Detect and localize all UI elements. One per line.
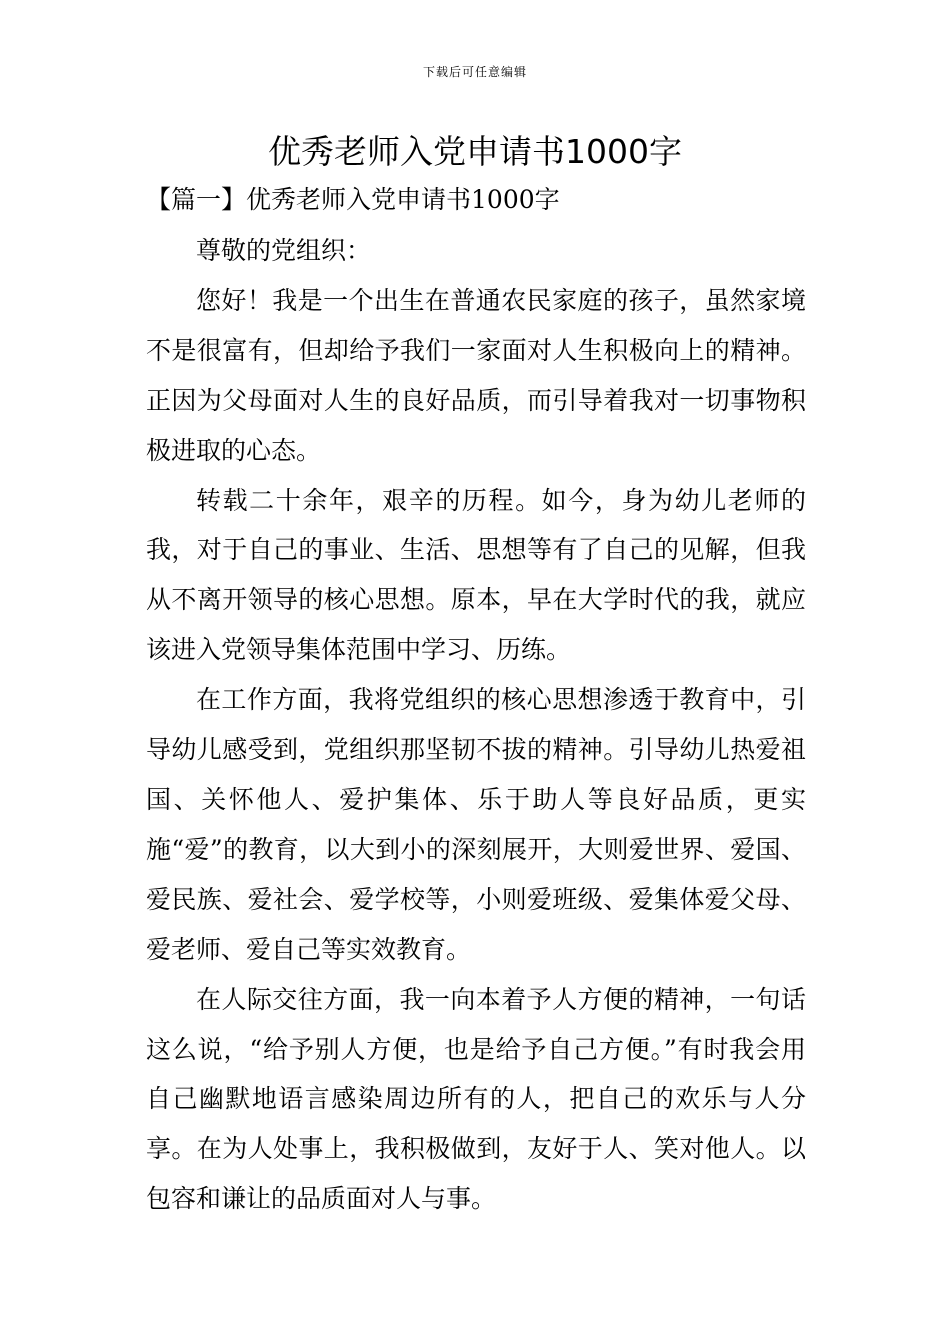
salutation-paragraph: 尊敬的党组织： [196,236,372,265]
body-paragraph: 在人际交往方面，我一向本着予人方便的精神，一句话这么说，“给予别人方便，也是给予自己方便。”有时我会用自己幽默地语言感染周边所有的人，把自己的欢乐与人分享。在为人处事上，我积极做到，友好于人、笑对他人。以包容和谦让的品质面对人与事。 [146,984,806,1214]
document-title: 优秀老师入党申请书1000字 [268,132,682,171]
document-body [146,226,806,1224]
section-heading: 【篇一】优秀老师入党申请书1000字 [146,185,560,214]
body-paragraph: 您好！我是一个出生在普通农民家庭的孩子，虽然家境不是很富有，但却给予我们一家面对人生积极向上的精神。正因为父母面对人生的良好品质，而引导着我对一切事物积极进取的心态。 [146,285,806,465]
body-paragraph: 转载二十余年，艰辛的历程。如今，身为幼儿老师的我，对于自己的事业、生活、思想等有了自己的见解，但我从不离开领导的核心思想。原本，早在大学时代的我，就应该进入党领导集体范围中学习、历练。 [146,485,806,665]
body-paragraph: 在工作方面，我将党组织的核心思想渗透于教育中，引导幼儿感受到，党组织那坚韧不拔的精神。引导幼儿热爱祖国、关怀他人、爱护集体、乐于助人等良好品质，更实施“爱”的教育，以大到小的深刻展开，大则爱世界、爱国、爱民族、爱社会、爱学校等，小则爱班级、爱集体爱父母、爱老师、爱自己等实效教育。 [146,685,806,964]
header-note: 下载后可任意编辑 [422,65,527,79]
